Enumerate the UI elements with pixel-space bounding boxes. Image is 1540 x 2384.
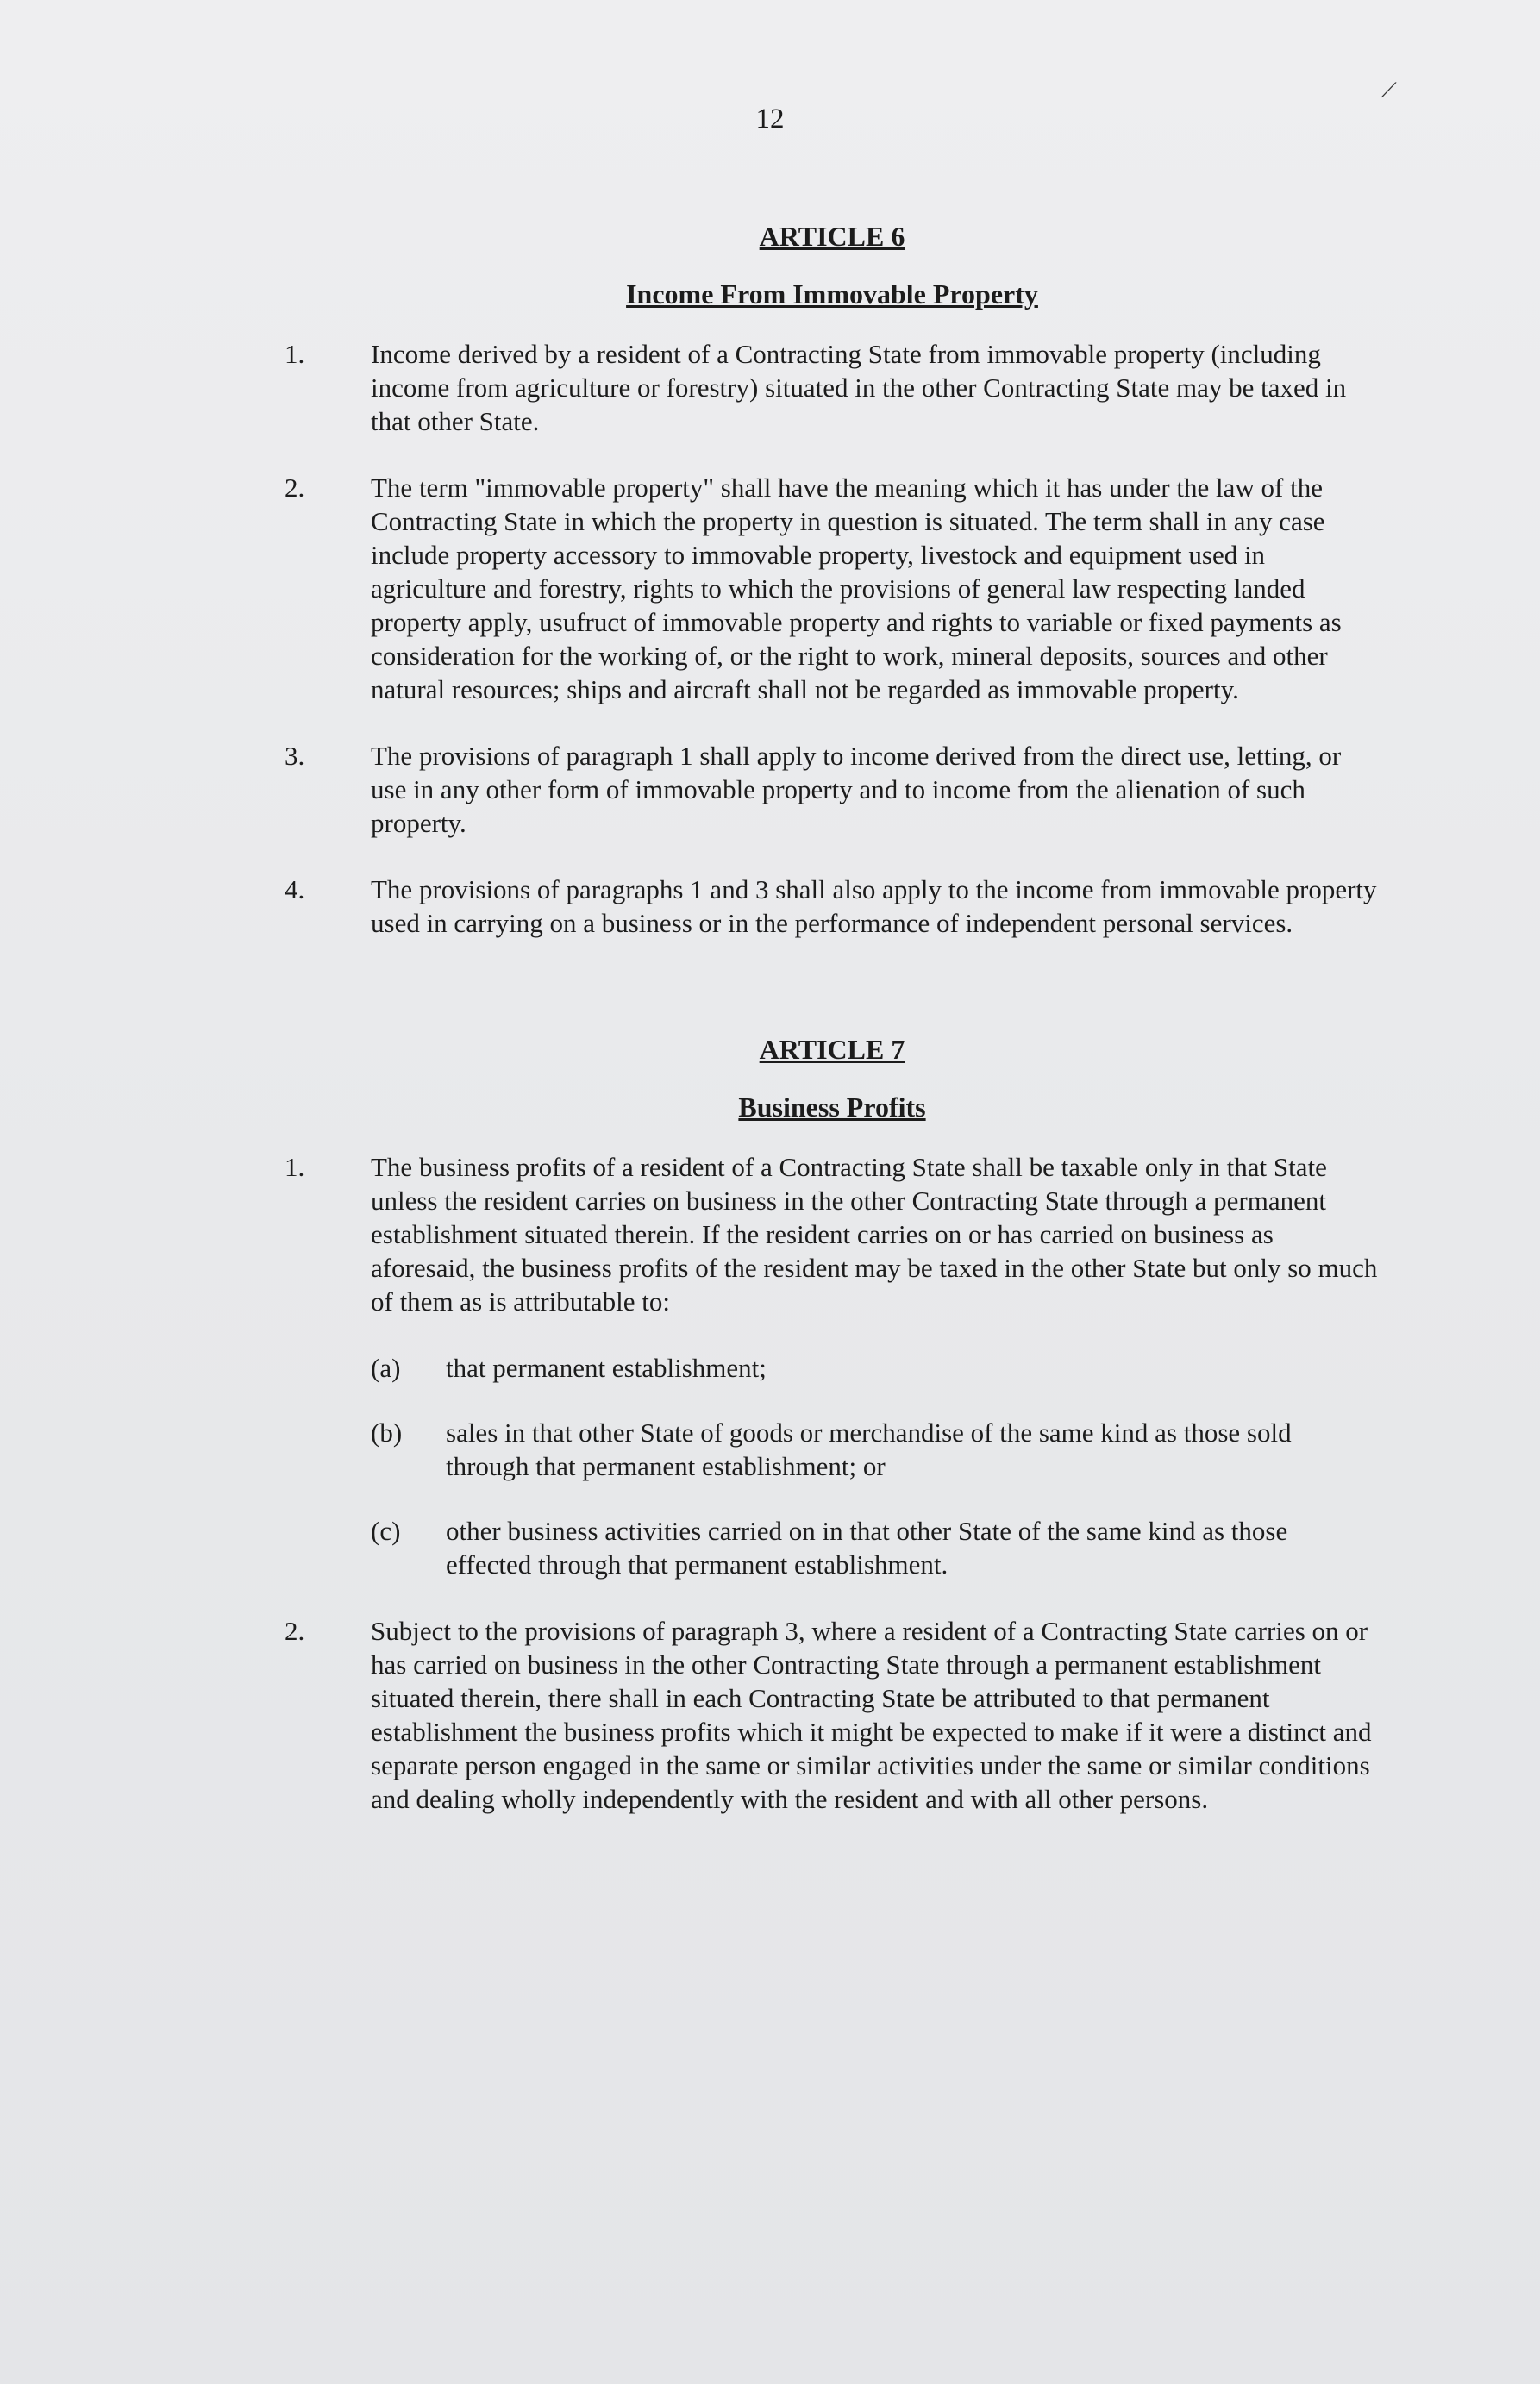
article-6-paragraph-2 — [285, 471, 1380, 706]
article-6-paragraph-4 — [285, 873, 1380, 940]
article-6-subtitle: Income From Immovable Property — [626, 278, 1038, 310]
subitem-label: (b) — [371, 1417, 403, 1448]
document-body — [285, 220, 1380, 1849]
page-number: 12 — [755, 103, 785, 135]
paragraph-text: Income derived by a resident of a Contracting State from immovable property (including income from agriculture or forestry) situated in the other Contracting State may be taxed in that other State. — [371, 339, 1347, 436]
paragraph-text: The term "immovable property" shall have the meaning which it has under the law of the Contracting State in which the property in question is situated. The term shall in any case include property accessory to immovable property, livestock and equipment used in agriculture and forestry, rights to which the provisions of general law respecting landed property apply, usufruct of immovable property and rights to variable or fixed payments as consideration for the working of, or the right to work, mineral deposits, sources and other natural resources; ships and aircraft shall not be regarded as immovable property. — [371, 472, 1342, 704]
article-6-paragraph-1 — [285, 337, 1380, 438]
article-7-subitems — [285, 1351, 1380, 1581]
subitem-text: other business activities carried on in that other State of the same kind as those effected through that permanent establishment. — [446, 1516, 1288, 1580]
subitem-a — [371, 1351, 1380, 1385]
paragraph-text: Subject to the provisions of paragraph 3, where a resident of a Contracting State carries on or has carried on business in the other Contracting State through a permanent establishment situated therein, there shall in each Contracting State be attributed to that permanent establishment the business profits which it might be expected to make if it were a distinct and separate person engaged in the same or similar activities under the same or similar conditions and dealing wholly independently with the resident and with all other persons. — [371, 1616, 1372, 1814]
paragraph-number: 2. — [285, 472, 305, 503]
paragraph-number: 4. — [285, 874, 305, 904]
section-spacer — [285, 973, 1380, 1033]
subitem-c — [371, 1514, 1380, 1581]
paragraph-number: 2. — [285, 1616, 305, 1646]
article-7-paragraph-1 — [285, 1150, 1380, 1318]
paragraph-text: The provisions of paragraphs 1 and 3 shall also apply to the income from immovable property used in carrying on a business or in the performance of independent personal services. — [371, 874, 1377, 938]
article-6-title: ARTICLE 6 — [759, 221, 905, 252]
paragraph-number: 1. — [285, 1152, 305, 1182]
subitem-text: that permanent establishment; — [446, 1353, 767, 1383]
corner-pen-mark: ∕ — [1384, 75, 1393, 105]
article-6-paragraph-3 — [285, 739, 1380, 840]
paragraph-text: The business profits of a resident of a Contracting State shall be taxable only in that State unless the resident carries on business in the other Contracting State through a permanent establishment situated therein. If the resident carries on or has carried on business as aforesaid, the business profits of the resident may be taxed in the other State but only so much of them as is attributable to: — [371, 1152, 1378, 1317]
subitem-label: (c) — [371, 1516, 401, 1546]
article-7-subtitle: Business Profits — [738, 1092, 926, 1123]
paragraph-text: The provisions of paragraph 1 shall apply to income derived from the direct use, letting, or use in any other form of immovable property and to income from the alienation of such property. — [371, 741, 1342, 838]
paragraph-number: 1. — [285, 339, 305, 369]
subitem-text: sales in that other State of goods or merchandise of the same kind as those sold through that permanent establishment; or — [446, 1417, 1292, 1481]
paragraph-number: 3. — [285, 741, 305, 771]
article-7-title: ARTICLE 7 — [759, 1034, 905, 1065]
subitem-label: (a) — [371, 1353, 401, 1383]
subitem-b — [371, 1416, 1380, 1483]
article-7-paragraph-2 — [285, 1614, 1380, 1816]
